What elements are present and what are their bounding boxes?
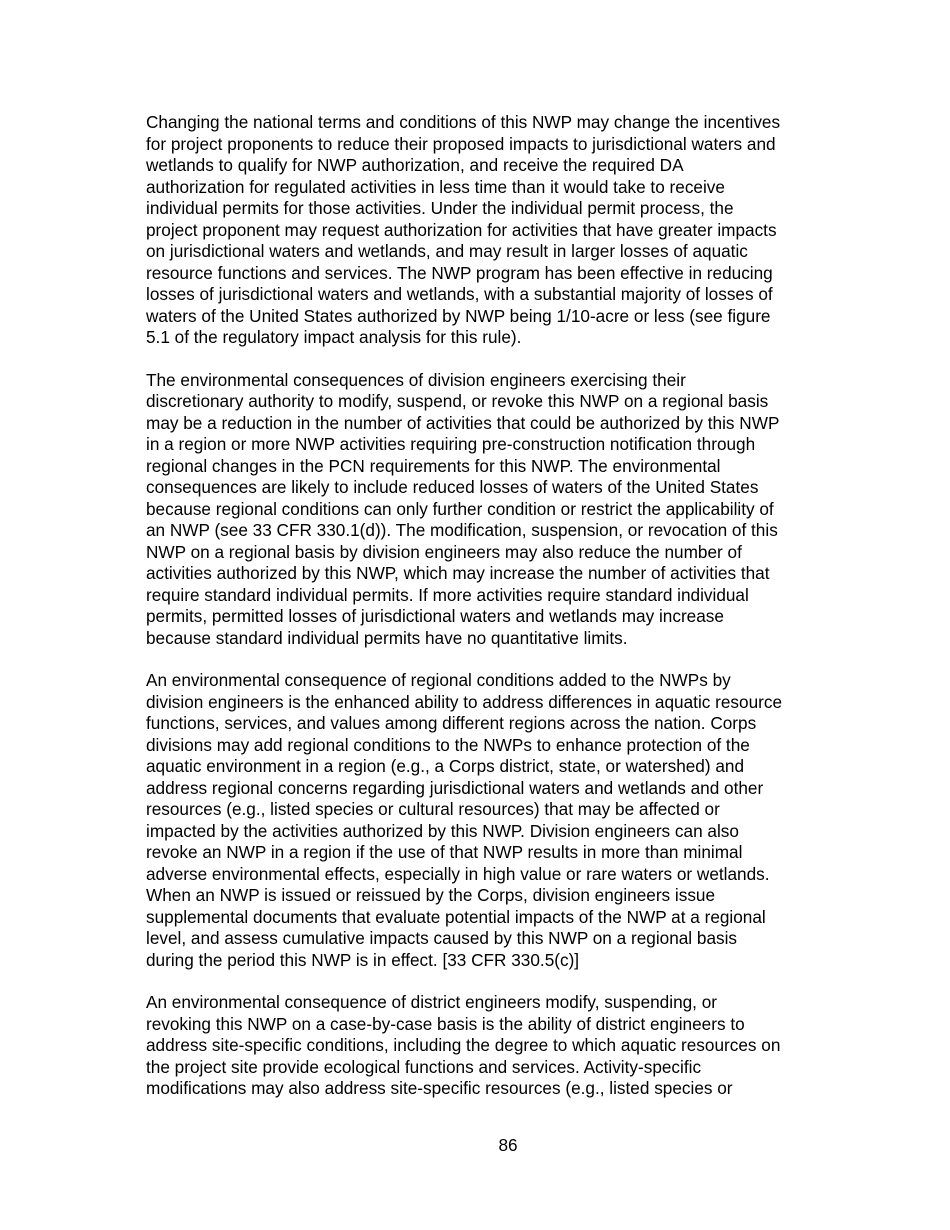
text-line: divisions may add regional conditions to the NWPs to enhance protection of the xyxy=(146,734,750,755)
text-line: discretionary authority to modify, suspend, or revoke this NWP on a regional basis xyxy=(146,391,769,411)
text-line: revoke an NWP in a region if the use of that NWP results in more than minimal xyxy=(146,842,743,862)
text-line: consequences are likely to include reduced losses of waters of the United States xyxy=(146,477,759,497)
text-line: regional changes in the PCN requirements for this NWP. The environmental xyxy=(146,455,721,476)
text-line: division engineers is the enhanced ability to address differences in aquatic resource xyxy=(146,691,783,712)
text-line: impacted by the activities authorized by this NWP. Division engineers can also xyxy=(146,820,739,841)
text-line: An environmental consequence of regional conditions added to the NWPs by xyxy=(146,670,731,690)
text-line: permits, permitted losses of jurisdictional waters and wetlands may increase xyxy=(146,606,724,626)
text-line: individual permits for those activities. Under the individual permit process, the xyxy=(146,198,734,218)
text-line: because regional conditions can only further condition or restrict the applicability of xyxy=(146,498,774,519)
text-line: wetlands to qualify for NWP authorization, and receive the required DA xyxy=(146,155,684,175)
text-line: address site-specific conditions, including the degree to which aquatic resources on xyxy=(146,1035,781,1055)
text-line: modifications may also address site-specific resources (e.g., listed species or xyxy=(146,1078,733,1098)
text-line: in a region or more NWP activities requiring pre-construction notification through xyxy=(146,434,756,454)
text-line: losses of jurisdictional waters and wetlands, with a substantial majority of losses of xyxy=(146,284,773,304)
paragraph-4 xyxy=(146,992,846,1100)
text-line: for project proponents to reduce their proposed impacts to jurisdictional waters and xyxy=(146,133,776,154)
text-line: The environmental consequences of division engineers exercising their xyxy=(146,369,686,390)
text-line: aquatic environment in a region (e.g., a Corps district, state, or watershed) and xyxy=(146,756,745,776)
text-line: supplemental documents that evaluate potential impacts of the NWP at a regional xyxy=(146,906,766,927)
text-line: an NWP (see 33 CFR 330.1(d)). The modification, suspension, or revocation of this xyxy=(146,520,778,540)
text-line: because standard individual permits have no quantitative limits. xyxy=(146,627,628,648)
text-line: during the period this NWP is in effect. [33 CFR 330.5(c)] xyxy=(146,949,580,970)
text-line: authorization for regulated activities in less time than it would take to receive xyxy=(146,176,725,197)
text-line: require standard individual permits. If more activities require standard individual xyxy=(146,584,749,605)
text-line: project proponent may request authorization for activities that have greater impacts xyxy=(146,219,777,240)
text-line: NWP on a regional basis by division engineers may also reduce the number of xyxy=(146,541,742,562)
text-line: When an NWP is issued or reissued by the Corps, division engineers issue xyxy=(146,885,716,905)
text-line: Changing the national terms and conditions of this NWP may change the incentives xyxy=(146,112,781,132)
text-line: functions, services, and values among different regions across the nation. Corps xyxy=(146,713,757,733)
paragraph-2 xyxy=(146,370,846,650)
text-line: activities authorized by this NWP, which may increase the number of activities that xyxy=(146,563,770,583)
text-line: adverse environmental effects, especially in high value or rare waters or wetlands. xyxy=(146,863,770,884)
text-line: level, and assess cumulative impacts caused by this NWP on a regional basis xyxy=(146,928,738,948)
text-line: the project site provide ecological functions and services. Activity-specific xyxy=(146,1056,702,1077)
text-line: 5.1 of the regulatory impact analysis for this rule). xyxy=(146,327,522,347)
document-body xyxy=(146,112,846,1121)
paragraph-1 xyxy=(146,112,846,349)
page-number: 86 xyxy=(498,1135,518,1155)
text-line: resources (e.g., listed species or cultural resources) that may be affected or xyxy=(146,799,720,819)
text-line: revoking this NWP on a case-by-case basis is the ability of district engineers to xyxy=(146,1013,745,1034)
text-line: may be a reduction in the number of activities that could be authorized by this NWP xyxy=(146,412,780,433)
paragraph-3 xyxy=(146,670,846,971)
text-line: address regional concerns regarding jurisdictional waters and wetlands and other xyxy=(146,777,764,798)
text-line: An environmental consequence of district engineers modify, suspending, or xyxy=(146,992,718,1012)
text-line: resource functions and services. The NWP program has been effective in reducing xyxy=(146,262,773,283)
text-line: waters of the United States authorized by NWP being 1/10-acre or less (see figure xyxy=(146,305,771,326)
text-line: on jurisdictional waters and wetlands, and may result in larger losses of aquatic xyxy=(146,241,748,261)
